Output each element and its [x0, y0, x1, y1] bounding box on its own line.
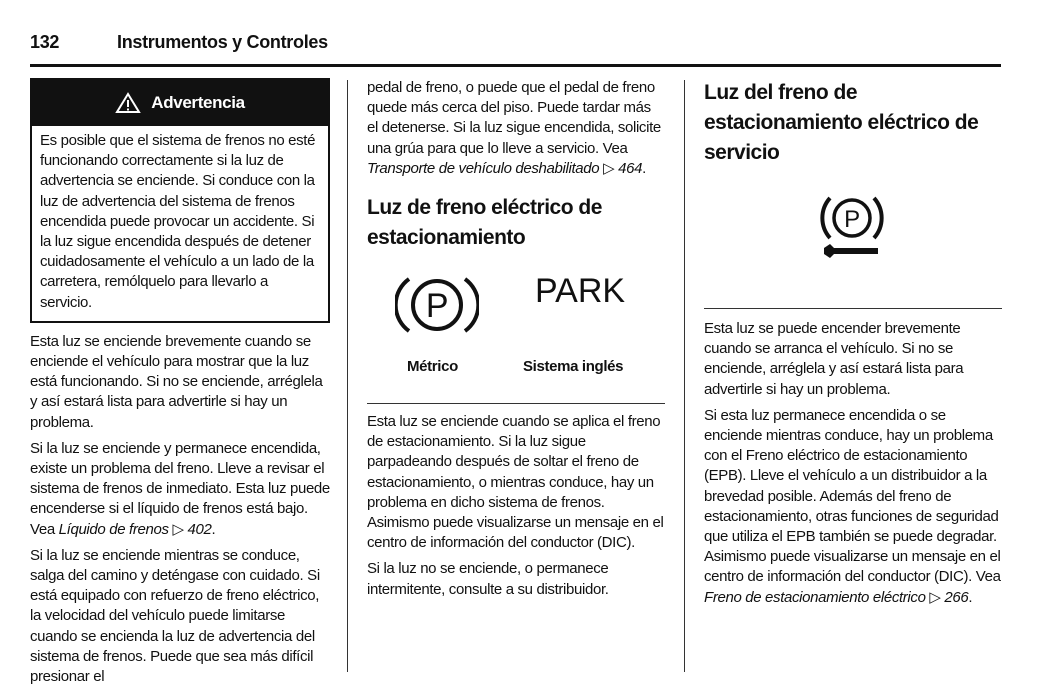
- section-title: Instrumentos y Controles: [117, 32, 328, 52]
- pointer-arrow-icon: ▷: [929, 588, 941, 606]
- cross-reference-link[interactable]: Freno de estacionamiento eléctrico: [704, 588, 926, 606]
- page-reference[interactable]: 402: [187, 520, 212, 538]
- warning-header: [32, 80, 328, 126]
- column-right: [704, 78, 1002, 614]
- paragraph: Esta luz se enciende brevemente cuando se enciende el vehículo para mostrar que la luz está funcionando. Si no se enciende, arréglela y así estará lista para advertirle si hay un problema.: [30, 332, 323, 431]
- park-text-symbol: PARK: [535, 272, 626, 311]
- parking-brake-p-icon: [395, 273, 479, 337]
- service-parking-brake-icon: [820, 188, 884, 260]
- caption-metric: Métrico: [407, 358, 458, 376]
- paragraph: Esta luz se puede encender brevemente cuando se arranca el vehículo. Si no se enciende, arréglela y así estará lista para advertirle si hay un problema.: [704, 320, 964, 398]
- warning-text: Es posible que el sistema de frenos no esté funcionando correctamente si la luz de advertencia se enciende. Si conduce con la luz de advertencia del sistema de frenos encendida puede provocar un accidente. Si la luz sigue encendida después de detener cuidadosamente el vehículo a un lado de la carretera, remólquelo para llevarlo a servicio.: [40, 132, 316, 311]
- column-divider: [684, 80, 685, 672]
- page-reference[interactable]: 464: [618, 159, 643, 177]
- svg-text:P: P: [425, 287, 449, 326]
- pointer-arrow-icon: ▷: [603, 159, 615, 177]
- page-header: [30, 30, 1001, 67]
- section-heading: Luz del freno de estacionamiento eléctrico de servicio: [704, 81, 979, 164]
- paragraph: Esta luz se enciende cuando se aplica el freno de estacionamiento. Si la luz sigue parpadeando después de soltar el freno de estacionamiento, o mientras conduce, hay un problema en dicho sistema de frenos. Asimismo puede visualizarse un mensaje en el centro de información del conductor (DIC).: [367, 413, 664, 552]
- cross-reference-link[interactable]: Transporte de vehículo deshabilitado: [367, 159, 600, 177]
- parking-brake-figure: [367, 261, 665, 404]
- column-left: [30, 78, 330, 693]
- paragraph: Si la luz no se enciende, o permanece intermitente, consulte a su distribuidor.: [367, 560, 609, 598]
- page-reference[interactable]: 266: [944, 588, 969, 606]
- pointer-arrow-icon: ▷: [172, 520, 184, 538]
- warning-triangle-icon: [115, 92, 141, 114]
- paragraph: Si la luz se enciende mientras se conduce, salga del camino y deténgase con cuidado. Si está equipado con refuerzo de freno eléctrico, la velocidad del vehículo puede limitarse cuando se encienda la luz de advertencia del sistema de frenos. Puede que sea más difícil presionar el: [30, 546, 320, 686]
- column-divider: [347, 80, 348, 672]
- section-heading: Luz de freno eléctrico de estacionamiento: [367, 196, 602, 250]
- cross-reference-link[interactable]: Líquido de frenos: [58, 520, 169, 538]
- paragraph: Si esta luz permanece encendida o se enciende mientras conduce, hay un problema con el Freno eléctrico de estacionamiento (EPB). Lleve el vehículo a un distribuidor a la brevedad posible. Además del freno de estacionamiento, otras funciones de seguridad que utiliza el EPB también se puede degradar. Asimismo puede visualizarse un mensaje en el centro de información del conductor (DIC). Vea Freno de estacionamiento eléctrico ▷ 266.: [704, 406, 1001, 606]
- service-brake-figure: [704, 168, 1002, 309]
- warning-box: [30, 78, 330, 323]
- paragraph: Si la luz se enciende y permanece encendida, existe un problema del freno. Lleve a revisar el sistema de frenos de inmediato. Esta luz puede encenderse si el líquido de frenos está bajo. Vea Líquido de frenos ▷ 402.: [30, 439, 330, 538]
- page-number: 132: [30, 32, 60, 52]
- column-middle: [367, 78, 665, 606]
- warning-title: Advertencia: [151, 92, 245, 112]
- paragraph: pedal de freno, o puede que el pedal de freno quede más cerca del piso. Puede tardar más el detenerse. Si la luz sigue encendida, solicite una grúa para que lo lleve a servicio. Vea Transporte de vehículo deshabilitado ▷ 464.: [367, 79, 661, 177]
- svg-text:P: P: [844, 206, 860, 233]
- caption-english: Sistema inglés: [523, 358, 624, 376]
